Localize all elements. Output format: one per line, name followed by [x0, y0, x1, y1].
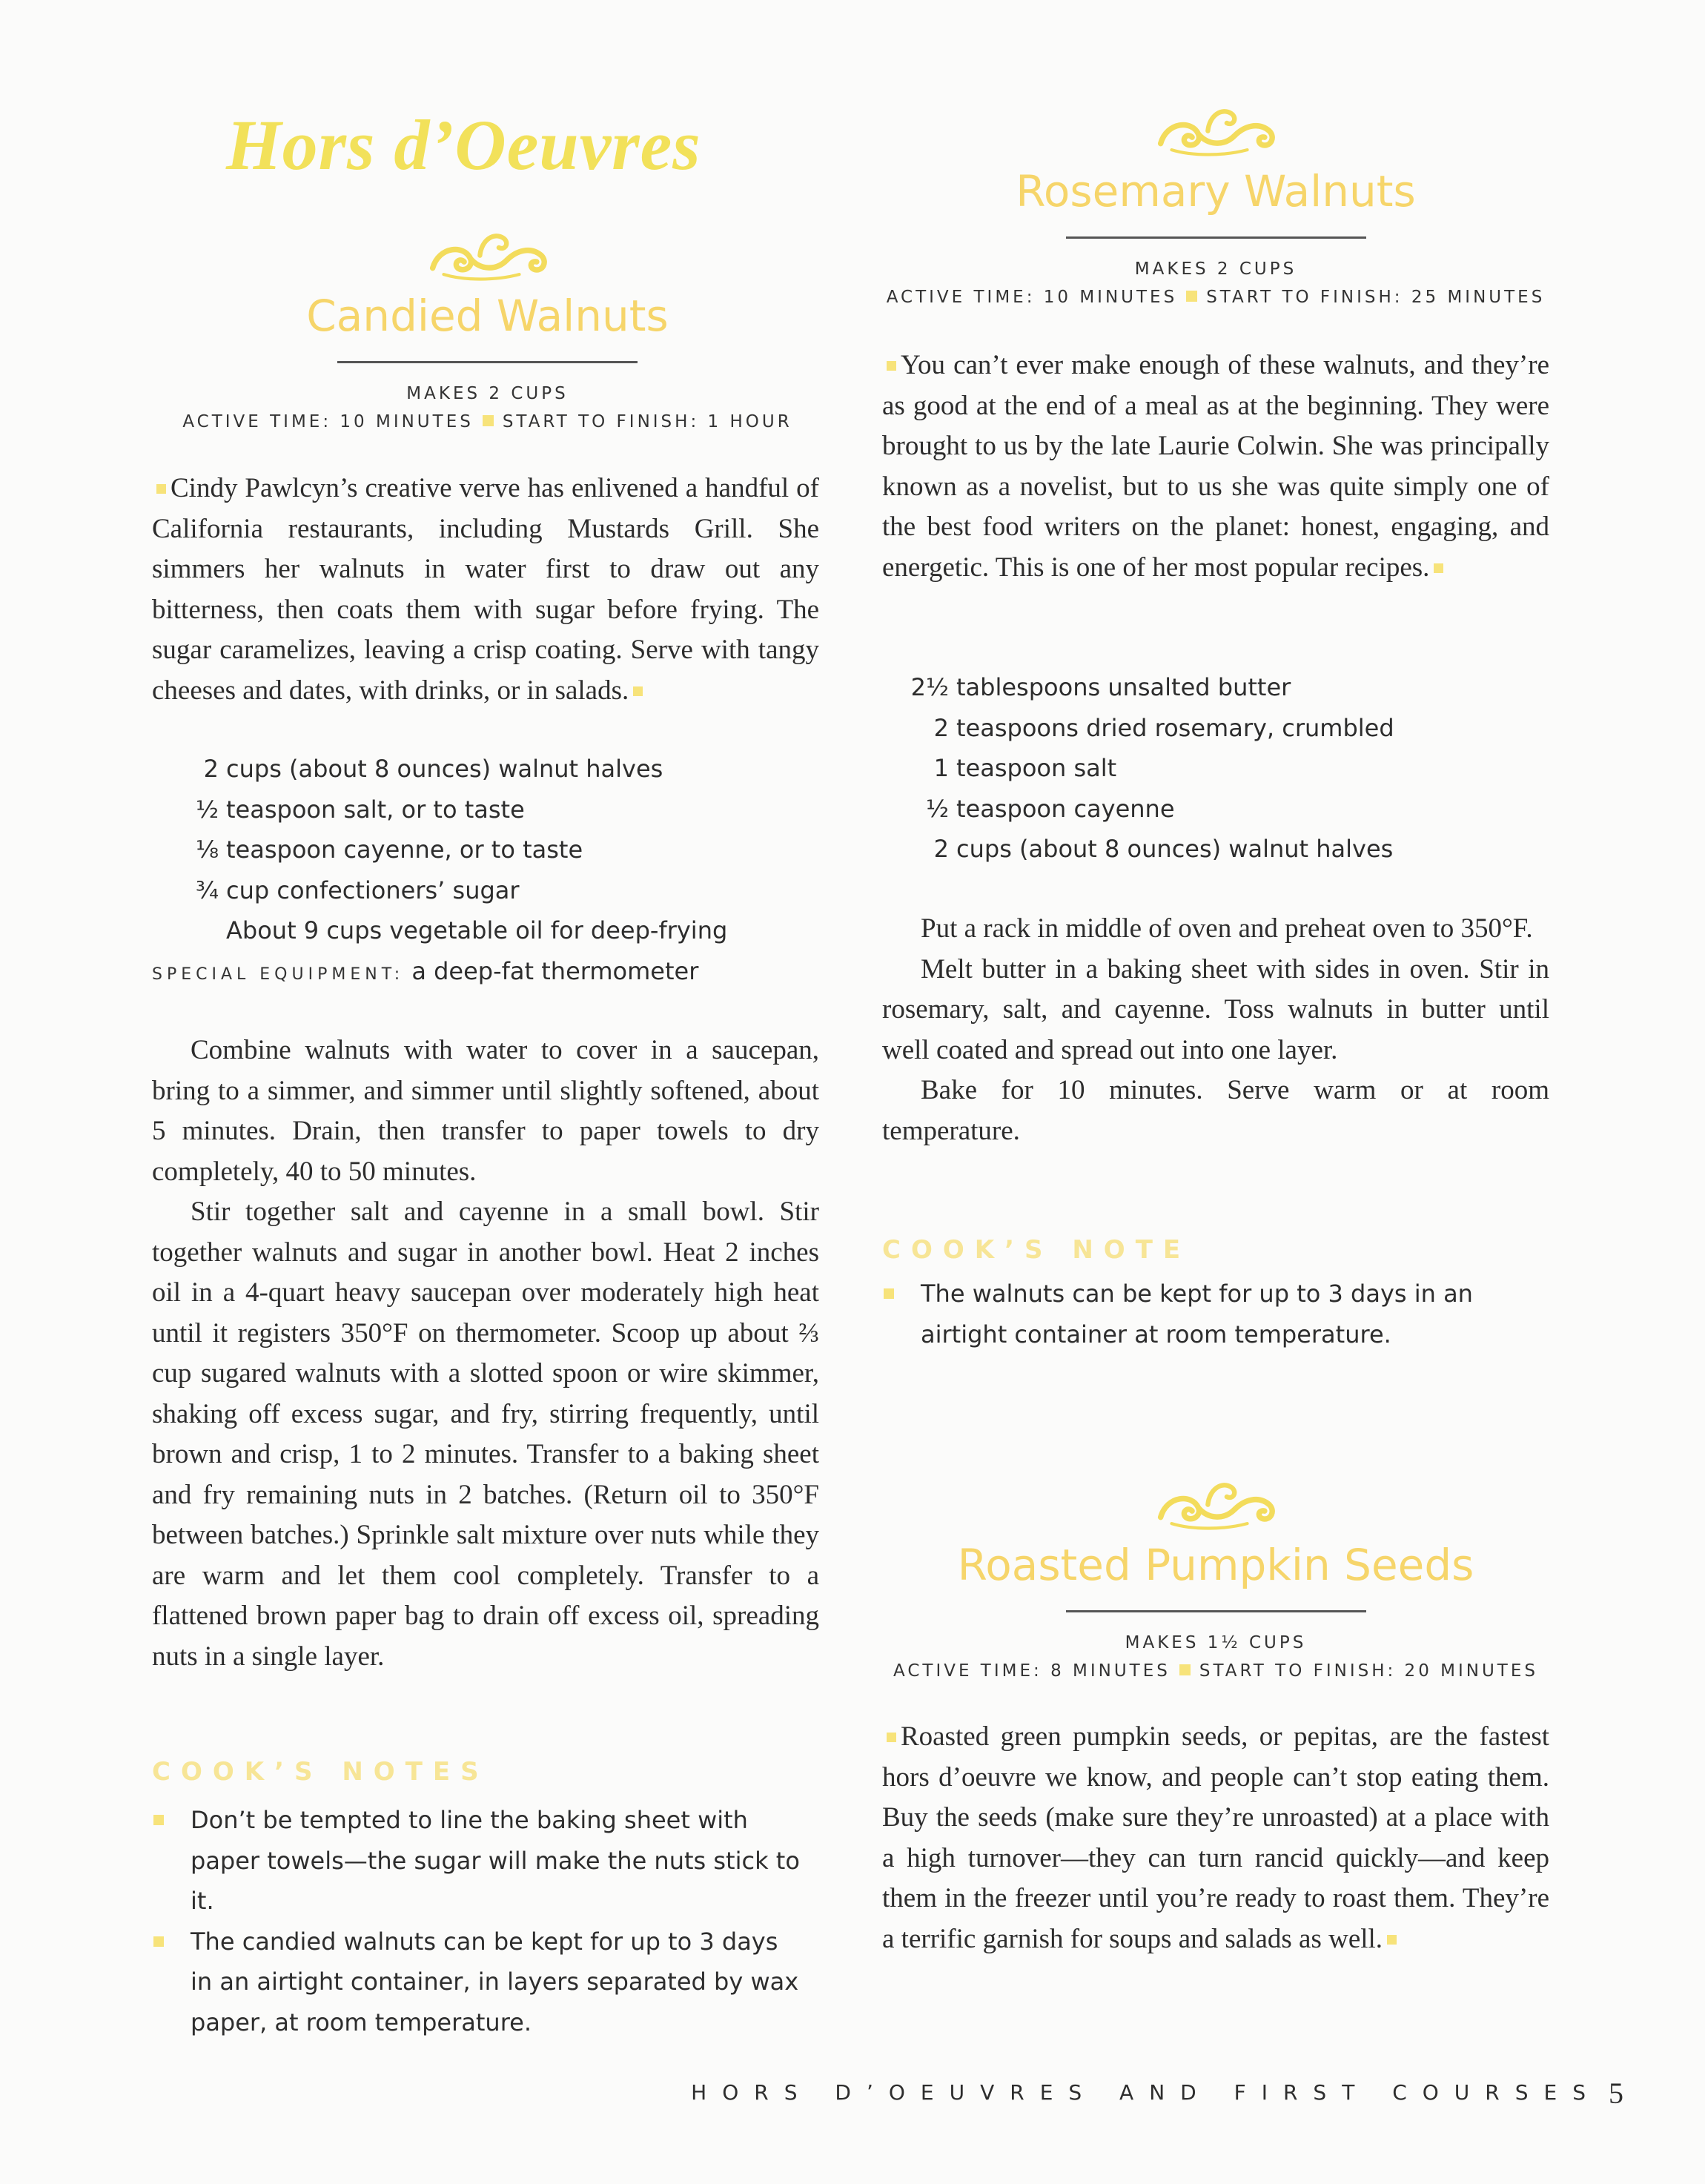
method-step: Combine walnuts with water to cover in a saucepan, bring to a simmer, and simmer until slightly softened, about 5 minutes. Drain, then transfer to paper towels to dry completely, 40 to 50 minutes.: [152, 1035, 819, 1187]
ingredient-list: [152, 749, 819, 991]
title-divider: [1066, 1610, 1366, 1612]
ingredient-item: 2 cups (about 8 ounces) walnut halves: [203, 755, 663, 783]
note-item: The candied walnuts can be kept for up to 3 days in an airtight container, in layers separated by wax paper, at room temperature.: [152, 1922, 804, 2043]
flourish-ornament-icon: [425, 222, 551, 285]
square-bullet-icon: [1186, 291, 1197, 302]
square-bullet-icon: [153, 1815, 164, 1825]
recipe-intro: You can’t ever make enough of these walnuts, and they’re as good at the end of a meal as at the beginning. They were brought to us by the late Laurie Colwin. She was principally known as a novelist, but to us she was quite simply one of the best food writers on the planet: honest, engaging, and energetic. This is one of her most popular recipes.: [882, 350, 1549, 583]
active-time: ACTIVE TIME: 10 MINUTES: [182, 412, 474, 431]
recipe-times: ACTIVE TIME: 8 MINUTES START TO FINISH: 20 MINUTES: [893, 1661, 1538, 1681]
square-bullet-icon: [887, 1733, 896, 1742]
ingredient-item: About 9 cups vegetable oil for deep-frying: [226, 916, 728, 944]
square-bullet-icon: [887, 361, 896, 371]
ingredient-list: [882, 667, 1549, 870]
recipe-title: Roasted Pumpkin Seeds: [957, 1540, 1474, 1590]
recipe-title: Candied Walnuts: [306, 291, 669, 341]
flourish-ornament-icon: [1153, 1472, 1279, 1535]
special-equipment: SPECIAL EQUIPMENT: a deep-fat thermometer: [152, 956, 699, 985]
title-divider: [1066, 236, 1366, 239]
square-bullet-icon: [633, 686, 643, 696]
recipe-yield: MAKES 2 CUPS: [1134, 259, 1297, 279]
section-title: Hors d’Oeuvres: [226, 105, 701, 185]
ingredient-item: 2 teaspoons dried rosemary, crumbled: [933, 713, 1394, 742]
flourish-ornament-icon: [1153, 98, 1279, 161]
recipe-times: [152, 412, 823, 431]
recipe-yield: MAKES 1½ CUPS: [1125, 1633, 1307, 1652]
running-footer: HORS D’OEUVRES AND FIRST COURSES: [691, 2080, 1601, 2105]
method-step: Melt butter in a baking sheet with sides in oven. Stir in rosemary, salt, and cayenne. Toss walnuts in butter until well coated and spread out into one layer.: [882, 953, 1549, 1065]
cooks-notes-heading: COOK’S NOTES: [152, 1757, 489, 1787]
recipe-header-roasted-pumpkin-seeds: [882, 1472, 1549, 1681]
recipe-method: [152, 1030, 819, 1677]
recipe-title: Rosemary Walnuts: [1016, 166, 1416, 216]
recipe-header-candied-walnuts: [152, 222, 823, 431]
cooks-notes: [882, 1274, 1534, 1354]
recipe-times: ACTIVE TIME: 10 MINUTES START TO FINISH: 25 MINUTES: [886, 288, 1546, 307]
cooks-note-heading: COOK’S NOTE: [882, 1235, 1191, 1265]
square-bullet-icon: [156, 484, 166, 494]
square-bullet-icon: [884, 1288, 894, 1299]
note-item: Don’t be tempted to line the baking sheet with paper towels—the sugar will make the nuts stick to it.: [152, 1800, 804, 1922]
ingredient-item: ¾ cup confectioners’ sugar: [195, 876, 520, 904]
square-bullet-icon: [1387, 1935, 1397, 1945]
page-number: 5: [1609, 2077, 1623, 2110]
ingredient-item: ½ teaspoon salt, or to taste: [195, 795, 525, 824]
note-item: The walnuts can be kept for up to 3 days in an airtight container at room temperature.: [882, 1274, 1534, 1354]
recipe-intro: [152, 469, 819, 711]
ingredient-item: 2 cups (about 8 ounces) walnut halves: [933, 835, 1394, 863]
intro-text: Cindy Pawlcyn’s creative verve has enlivened a handful of California restaurants, including Mustards Grill. She simmers her walnuts in water first to draw out any bitterness, then coats them with sugar before frying. The sugar caramelizes, leaving a crisp coating. Serve with tangy cheeses and dates, with drinks, or in salads.: [152, 473, 819, 706]
recipe-header-rosemary-walnuts: [882, 98, 1549, 307]
method-step: Stir together salt and cayenne in a small bowl. Stir together walnuts and sugar in another bowl. Heat 2 inches oil in a 4-quart heavy saucepan over moderately high heat until it registers 350°F on thermometer. Scoop up about ⅔ cup sugared walnuts with a slotted spoon or wire skimmer, shaking off excess sugar, and fry, stirring frequently, until brown and crisp, 1 to 2 minutes. Transfer to a baking sheet and fry remaining nuts in 2 batches. (Return oil to 350°F between batches.) Sprinkle salt mixture over nuts while they are warm and let them cool completely. Transfer to a flattened brown paper bag to drain off excess oil, spreading nuts in a single layer.: [152, 1197, 819, 1672]
ingredient-item: 1 teaspoon salt: [933, 754, 1117, 782]
square-bullet-icon: [1434, 563, 1443, 573]
recipe-yield: MAKES 2 CUPS: [406, 384, 569, 403]
title-divider: [337, 361, 638, 363]
recipe-intro: Roasted green pumpkin seeds, or pepitas, are the fastest hors d’oeuvre we know, and people can’t stop eating them. Buy the seeds (make sure they’re unroasted) at a place with a high turnover—they can turn rancid quickly—and keep them in the freezer until you’re ready to roast them. They’re a terrific garnish for soups and salads as well.: [882, 1721, 1549, 1954]
ingredient-item: ½ teaspoon cayenne: [925, 794, 1175, 823]
method-step: Put a rack in middle of oven and preheat oven to 350°F.: [921, 913, 1533, 944]
ingredient-item: ⅛ teaspoon cayenne, or to taste: [195, 835, 583, 864]
recipe-method: [882, 909, 1549, 1151]
start-to-finish: START TO FINISH: 1 HOUR: [502, 412, 792, 431]
square-bullet-icon: [483, 415, 494, 426]
cooks-notes: [152, 1800, 804, 2042]
square-bullet-icon: [1179, 1664, 1191, 1675]
ingredient-item: 2½ tablespoons unsalted butter: [910, 673, 1291, 701]
method-step: Bake for 10 minutes. Serve warm or at room temperature.: [882, 1075, 1549, 1146]
square-bullet-icon: [153, 1936, 164, 1947]
